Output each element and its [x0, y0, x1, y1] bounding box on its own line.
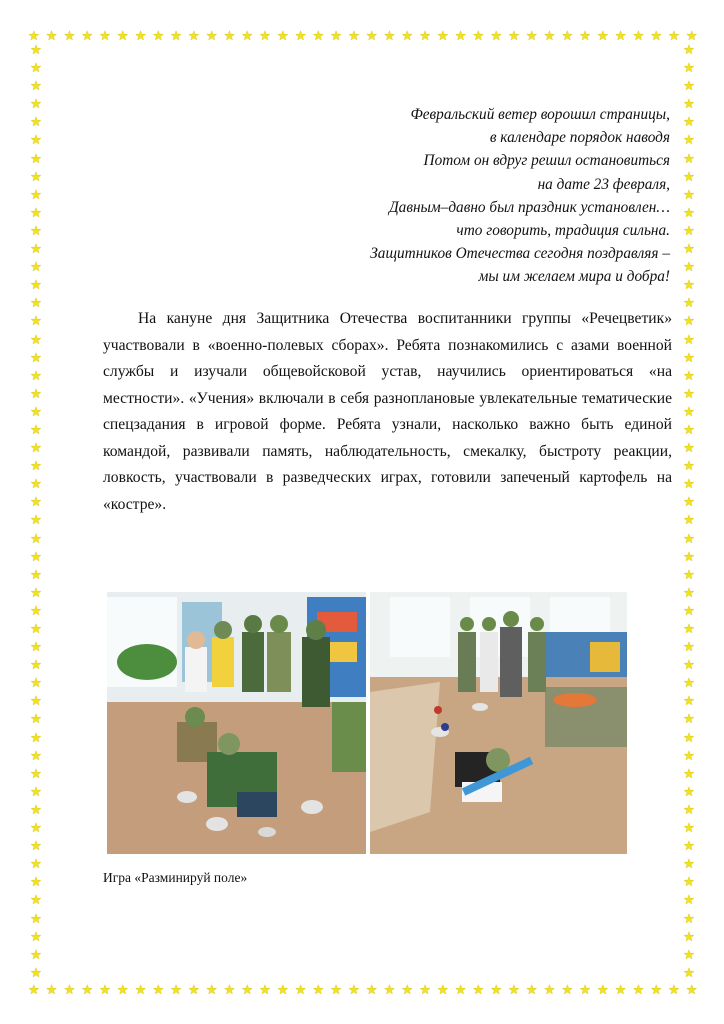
star-icon: ★ — [170, 28, 182, 44]
star-icon: ★ — [99, 28, 111, 44]
star-icon: ★ — [614, 28, 627, 44]
star-icon: ★ — [472, 28, 485, 44]
star-icon: ★ — [30, 205, 42, 221]
photo-caption: Игра «Разминируй поле» — [103, 870, 248, 885]
star-icon: ★ — [683, 441, 695, 457]
star-icon: ★ — [683, 567, 695, 583]
star-icon: ★ — [259, 982, 271, 998]
star-icon: ★ — [365, 982, 378, 998]
star-icon: ★ — [683, 513, 695, 529]
star-icon: ★ — [383, 982, 396, 998]
star-icon: ★ — [116, 982, 129, 998]
star-icon: ★ — [30, 350, 42, 366]
star-icon: ★ — [223, 982, 236, 998]
star-icon: ★ — [683, 622, 695, 637]
star-icon: ★ — [63, 28, 76, 44]
star-icon: ★ — [579, 28, 591, 44]
star-icon: ★ — [436, 28, 449, 44]
star-icon: ★ — [683, 965, 695, 981]
star-icon: ★ — [685, 28, 698, 44]
star-icon: ★ — [454, 28, 467, 44]
star-icon: ★ — [30, 676, 42, 692]
star-icon: ★ — [223, 28, 236, 44]
star-icon: ★ — [30, 332, 42, 348]
star-icon: ★ — [30, 43, 42, 58]
star-icon: ★ — [683, 857, 695, 873]
star-icon: ★ — [30, 694, 42, 710]
star-icon: ★ — [668, 982, 680, 998]
star-icon: ★ — [30, 260, 42, 276]
star-icon: ★ — [683, 748, 695, 764]
star-icon: ★ — [683, 784, 695, 800]
star-icon: ★ — [561, 982, 574, 998]
star-icon: ★ — [508, 28, 520, 44]
star-icon: ★ — [454, 982, 467, 998]
star-icon: ★ — [490, 982, 502, 998]
star-icon: ★ — [650, 28, 662, 44]
star-icon: ★ — [294, 982, 307, 998]
poem-line: Февральский ветер ворошил страницы, — [410, 106, 670, 123]
star-icon: ★ — [30, 857, 42, 873]
star-icon: ★ — [683, 151, 695, 167]
border-right — [682, 44, 696, 980]
star-icon: ★ — [668, 28, 680, 44]
photo-children-game-1 — [107, 592, 366, 854]
star-icon: ★ — [683, 205, 695, 221]
star-icon: ★ — [241, 982, 254, 998]
star-icon: ★ — [525, 982, 538, 998]
star-icon: ★ — [170, 982, 182, 998]
star-icon: ★ — [30, 766, 42, 782]
star-icon: ★ — [28, 982, 40, 998]
star-icon: ★ — [683, 477, 695, 493]
poem — [250, 103, 670, 289]
star-icon: ★ — [683, 929, 695, 945]
star-icon: ★ — [30, 441, 42, 457]
star-icon: ★ — [683, 766, 695, 782]
star-icon: ★ — [30, 911, 42, 927]
star-icon: ★ — [401, 982, 414, 998]
star-icon: ★ — [30, 422, 42, 438]
star-icon: ★ — [30, 658, 42, 674]
star-icon: ★ — [134, 982, 147, 998]
star-icon: ★ — [683, 839, 695, 855]
star-icon: ★ — [30, 386, 42, 402]
star-icon: ★ — [683, 115, 695, 131]
star-icon: ★ — [259, 28, 271, 44]
star-icon: ★ — [490, 28, 502, 44]
star-icon: ★ — [30, 115, 42, 131]
star-icon: ★ — [683, 821, 695, 837]
star-icon: ★ — [683, 911, 695, 927]
star-icon: ★ — [116, 28, 129, 44]
star-icon: ★ — [188, 982, 200, 998]
star-icon: ★ — [30, 622, 42, 637]
star-icon: ★ — [632, 28, 645, 44]
star-icon: ★ — [30, 549, 42, 565]
star-icon: ★ — [683, 43, 695, 58]
star-icon: ★ — [30, 802, 42, 818]
star-icon: ★ — [30, 296, 42, 312]
star-icon: ★ — [30, 567, 42, 583]
star-icon: ★ — [30, 368, 42, 384]
star-icon: ★ — [30, 513, 42, 529]
star-icon: ★ — [685, 982, 698, 998]
star-icon: ★ — [241, 28, 254, 44]
poem-line: мы им желаем мира и добра! — [478, 268, 670, 286]
star-icon: ★ — [330, 982, 342, 998]
star-icon: ★ — [683, 223, 695, 239]
poem-line: Давным–давно был праздник установлен… — [388, 198, 670, 216]
star-icon: ★ — [30, 839, 42, 855]
star-icon: ★ — [683, 350, 695, 366]
star-icon: ★ — [30, 169, 42, 185]
star-icon: ★ — [30, 821, 42, 837]
star-icon: ★ — [30, 151, 42, 167]
star-icon: ★ — [683, 422, 695, 438]
poem-line: Потом он вдруг решил остановиться — [423, 152, 670, 170]
star-icon: ★ — [45, 982, 58, 998]
star-icon: ★ — [134, 28, 147, 44]
star-icon: ★ — [401, 28, 414, 44]
star-icon: ★ — [205, 982, 218, 998]
poem-line: в календаре порядок наводя — [489, 129, 670, 147]
star-icon: ★ — [683, 260, 695, 276]
star-icon: ★ — [30, 97, 42, 113]
star-icon: ★ — [683, 531, 695, 547]
star-icon: ★ — [683, 640, 695, 656]
star-icon: ★ — [597, 982, 609, 998]
star-icon: ★ — [348, 982, 360, 998]
star-icon: ★ — [30, 893, 42, 909]
star-icon: ★ — [683, 97, 695, 113]
star-icon: ★ — [294, 28, 307, 44]
star-icon: ★ — [312, 28, 325, 44]
star-icon: ★ — [683, 875, 695, 891]
star-icon: ★ — [683, 79, 695, 95]
article-paragraph: На кануне дня Защитника Отечества воспитанники группы «Речецветик» участвовали в «военно-полевых сборах». Ребята познакомились с азами военной службы и изучали общевойсковой устав, научились ориентироваться «на местности». «Учения» включали в себя разноплановые увлекательные тематические спецзадания в игровой форме. Ребята узнали, насколько важно быть единой командой, развивали память, наблюдательность, смекалку, быстроту реакции, ловкость, участвовали в разведческих играх, готовили запеченый картофель на «костре». — [103, 310, 672, 513]
star-icon: ★ — [579, 982, 591, 998]
star-icon: ★ — [683, 314, 695, 330]
star-icon: ★ — [30, 712, 42, 728]
star-icon: ★ — [30, 748, 42, 764]
star-icon: ★ — [543, 982, 556, 998]
star-icon: ★ — [683, 133, 695, 149]
star-icon: ★ — [30, 314, 42, 330]
star-icon: ★ — [30, 730, 42, 746]
star-icon: ★ — [683, 169, 695, 185]
star-icon: ★ — [152, 28, 165, 44]
star-icon: ★ — [436, 982, 449, 998]
star-icon: ★ — [683, 603, 695, 619]
border-left — [29, 44, 43, 980]
star-icon: ★ — [525, 28, 538, 44]
star-icon: ★ — [30, 603, 42, 619]
star-icon: ★ — [650, 982, 662, 998]
star-icon: ★ — [99, 982, 111, 998]
poem-line: Защитников Отечества сегодня поздравляя – — [370, 245, 670, 263]
star-icon: ★ — [152, 982, 165, 998]
star-icon: ★ — [543, 28, 556, 44]
star-icon: ★ — [683, 242, 695, 258]
star-icon: ★ — [472, 982, 485, 998]
star-icon: ★ — [419, 982, 431, 998]
star-icon: ★ — [30, 187, 42, 203]
star-icon: ★ — [30, 477, 42, 493]
star-icon: ★ — [30, 133, 42, 149]
star-icon: ★ — [683, 296, 695, 312]
star-icon: ★ — [30, 223, 42, 239]
star-icon: ★ — [30, 784, 42, 800]
star-icon: ★ — [683, 549, 695, 565]
star-icon: ★ — [683, 187, 695, 203]
star-icon: ★ — [30, 278, 42, 294]
star-icon: ★ — [508, 982, 520, 998]
photo-children-game-2 — [370, 592, 627, 854]
star-icon: ★ — [683, 658, 695, 674]
star-icon: ★ — [419, 28, 431, 44]
star-icon: ★ — [683, 947, 695, 963]
star-icon: ★ — [683, 585, 695, 601]
star-icon: ★ — [683, 278, 695, 294]
star-icon: ★ — [30, 965, 42, 981]
star-icon: ★ — [614, 982, 627, 998]
star-icon: ★ — [683, 694, 695, 710]
star-icon: ★ — [81, 982, 93, 998]
star-icon: ★ — [683, 404, 695, 420]
star-icon: ★ — [683, 802, 695, 818]
star-icon: ★ — [30, 929, 42, 945]
star-icon: ★ — [561, 28, 574, 44]
star-icon: ★ — [312, 982, 325, 998]
star-icon: ★ — [30, 404, 42, 420]
star-icon: ★ — [683, 61, 695, 77]
star-icon: ★ — [30, 61, 42, 77]
star-icon: ★ — [683, 893, 695, 909]
border-bottom — [28, 983, 698, 997]
star-icon: ★ — [30, 531, 42, 547]
star-icon: ★ — [683, 712, 695, 728]
star-icon: ★ — [63, 982, 76, 998]
star-icon: ★ — [683, 386, 695, 402]
star-icon: ★ — [45, 28, 58, 44]
star-icon: ★ — [276, 28, 289, 44]
star-icon: ★ — [683, 676, 695, 692]
star-icon: ★ — [365, 28, 378, 44]
star-icon: ★ — [683, 368, 695, 384]
star-icon: ★ — [30, 947, 42, 963]
star-icon: ★ — [597, 28, 609, 44]
star-icon: ★ — [348, 28, 360, 44]
star-icon: ★ — [330, 28, 342, 44]
star-icon: ★ — [30, 242, 42, 258]
border-top — [28, 29, 698, 43]
star-icon: ★ — [683, 495, 695, 511]
star-icon: ★ — [632, 982, 645, 998]
star-icon: ★ — [30, 585, 42, 601]
star-icon: ★ — [205, 28, 218, 44]
star-icon: ★ — [30, 79, 42, 95]
star-icon: ★ — [30, 495, 42, 511]
star-icon: ★ — [683, 332, 695, 348]
star-icon: ★ — [683, 730, 695, 746]
star-icon: ★ — [30, 875, 42, 891]
star-icon: ★ — [683, 459, 695, 475]
star-icon: ★ — [28, 28, 40, 44]
poem-line: что говорить, традиция сильна. — [456, 222, 670, 240]
star-icon: ★ — [30, 640, 42, 656]
star-icon: ★ — [383, 28, 396, 44]
star-icon: ★ — [188, 28, 200, 44]
star-icon: ★ — [30, 459, 42, 475]
star-icon: ★ — [276, 982, 289, 998]
star-icon: ★ — [81, 28, 93, 44]
poem-line: на дате 23 февраля, — [537, 175, 670, 193]
